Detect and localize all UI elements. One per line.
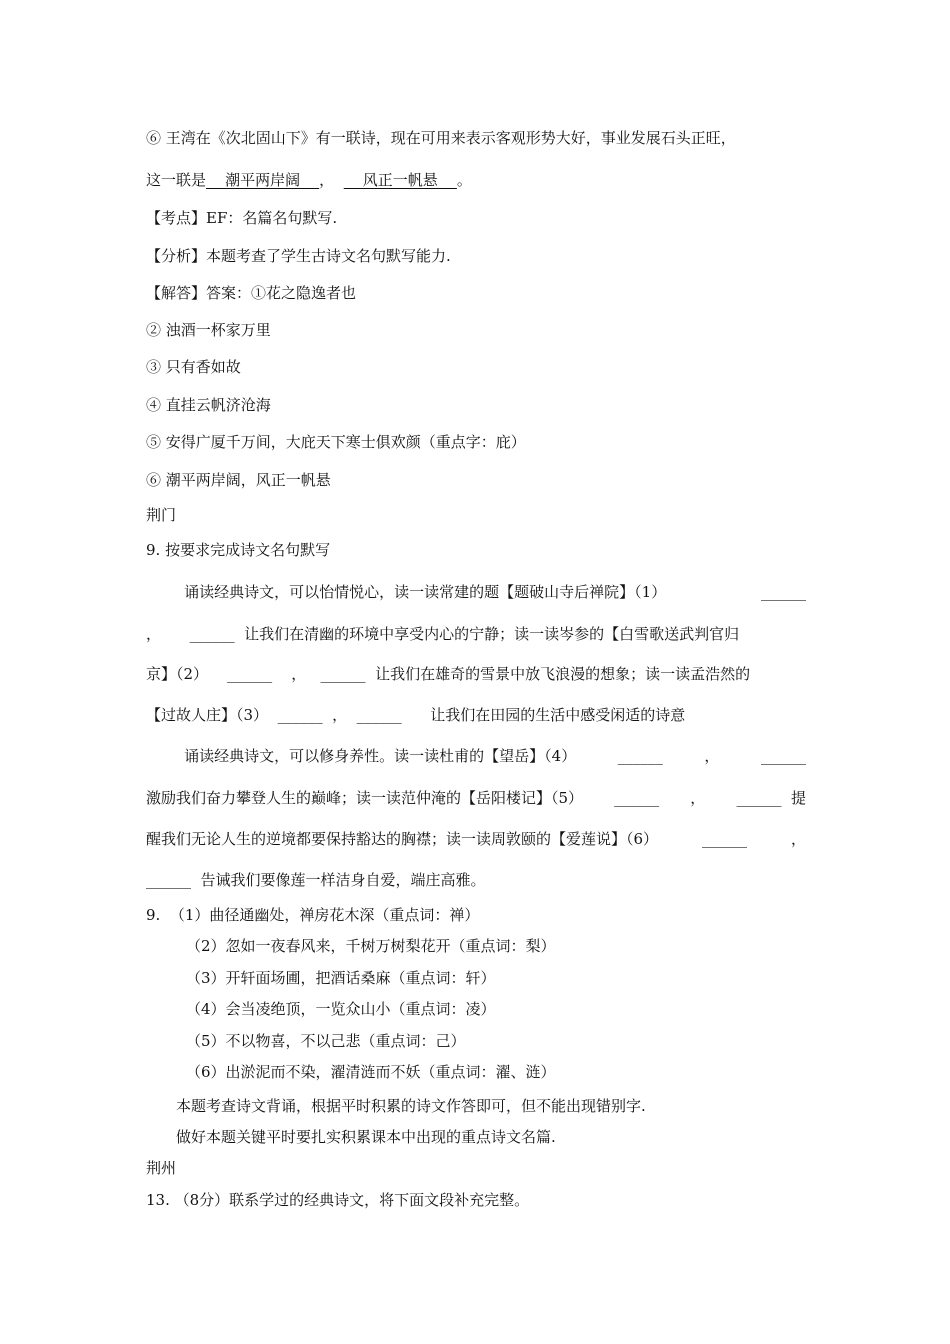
text-line: ______ 告诫我们要像莲一样洁身自爱，端庄高雅。 bbox=[146, 871, 486, 889]
text-line bbox=[146, 170, 472, 190]
blank: ______ bbox=[761, 747, 806, 765]
text-line: 【过故人庄】（3） ______ ， ______ 让我们在田园的生活中感受闲适的诗意 bbox=[146, 706, 686, 724]
answer-line: （4）会当凌绝顶，一览众山小（重点词：凌） bbox=[186, 1000, 496, 1018]
answer-line: （3）开轩面场圃，把酒话桑麻（重点词：轩） bbox=[186, 969, 496, 987]
blank: ______ bbox=[617, 747, 663, 765]
text-segment: 这一联是 bbox=[146, 171, 207, 189]
answer-line: 9. （1）曲径通幽处，禅房花木深（重点词：禅） bbox=[146, 906, 480, 924]
text-line bbox=[146, 829, 806, 849]
question-title: 9. 按要求完成诗文名句默写 bbox=[146, 541, 331, 559]
text-segment: ______ 让我们在清幽的环境中享受内心的宁静；读一读岑参的【白雪歌送武判官归 bbox=[189, 625, 740, 643]
text-segment: ______ 让我们在雄奇的雪景中放飞浪漫的想象；读一读孟浩然的 bbox=[320, 665, 751, 683]
answer-line: （2）忽如一夜春风来，千树万树梨花开（重点词：梨） bbox=[186, 937, 556, 955]
answer-blank: 风正一帆悬 bbox=[343, 171, 457, 189]
text-segment: ， bbox=[704, 747, 720, 765]
blank: ______ bbox=[227, 665, 273, 683]
blank: ______ bbox=[702, 830, 748, 848]
jieda-line: 【解答】答案：①花之隐逸者也 bbox=[146, 284, 357, 302]
region-label: 荆门 bbox=[146, 506, 177, 524]
text-segment: 诵读经典诗文，可以修身养性。读一读杜甫的【望岳】（4） bbox=[146, 747, 577, 765]
answer-item: ② 浊酒一杯家万里 bbox=[146, 321, 271, 339]
text-segment: ， bbox=[690, 789, 706, 807]
answer-line: （5）不以物喜，不以己悲（重点词：己） bbox=[186, 1032, 466, 1050]
text-line bbox=[146, 664, 750, 684]
text-segment: 京】（2） bbox=[146, 665, 209, 683]
answer-blank: 潮平两岸阔 bbox=[206, 171, 320, 189]
fenxi-line: 【分析】本题考查了学生古诗文名句默写能力. bbox=[146, 247, 451, 265]
answer-item: ⑤ 安得广厦千万间，大庇天下寒士俱欢颜（重点字：庇） bbox=[146, 433, 526, 451]
region-label: 荆州 bbox=[146, 1159, 177, 1177]
text-segment: ， bbox=[790, 830, 806, 848]
text-segment: 激励我们奋力攀登人生的巅峰；读一读范仲淹的【岳阳楼记】（5） bbox=[146, 789, 584, 807]
question-title: 13. （8分）联系学过的经典诗文，将下面文段补充完整。 bbox=[146, 1191, 530, 1209]
text-segment: 醒我们无论人生的逆境都要保持豁达的胸襟；读一读周敦颐的【爱莲说】（6） bbox=[146, 830, 659, 848]
text-segment: ， bbox=[291, 665, 307, 683]
text-segment: ______ 提 bbox=[736, 789, 806, 807]
text-line bbox=[146, 624, 739, 644]
text-segment: ， bbox=[146, 625, 162, 643]
text-line bbox=[146, 128, 806, 148]
analysis-note: 本题考查诗文背诵，根据平时积累的诗文作答即可，但不能出现错别字. bbox=[176, 1097, 646, 1115]
text-line bbox=[146, 582, 806, 602]
text-segment: 诵读经典诗文，可以怡情悦心，读一读常建的题【题破山寺后禅院】（1） bbox=[146, 583, 667, 601]
kaodian-line: 【考点】EF：名篇名句默写. bbox=[146, 209, 338, 227]
answer-item: ③ 只有香如故 bbox=[146, 358, 241, 376]
analysis-note: 做好本题关键平时要扎实积累课本中出现的重点诗文名篇. bbox=[176, 1128, 556, 1146]
text-segment: 。 bbox=[456, 171, 472, 189]
text-line bbox=[146, 746, 806, 766]
text-line bbox=[146, 788, 806, 808]
answer-item: ⑥ 潮平两岸阔，风正一帆悬 bbox=[146, 471, 331, 489]
blank: ______ bbox=[614, 789, 660, 807]
blank: ______ bbox=[761, 583, 806, 601]
answer-line: （6）出淤泥而不染，濯清涟而不妖（重点词：濯、涟） bbox=[186, 1063, 556, 1081]
question-text: ⑥ 王湾在《次北固山下》有一联诗，现在可用来表示客观形势大好，事业发展石头正旺， bbox=[146, 129, 736, 147]
text-segment: ， bbox=[319, 171, 335, 189]
answer-item: ④ 直挂云帆济沧海 bbox=[146, 396, 271, 414]
